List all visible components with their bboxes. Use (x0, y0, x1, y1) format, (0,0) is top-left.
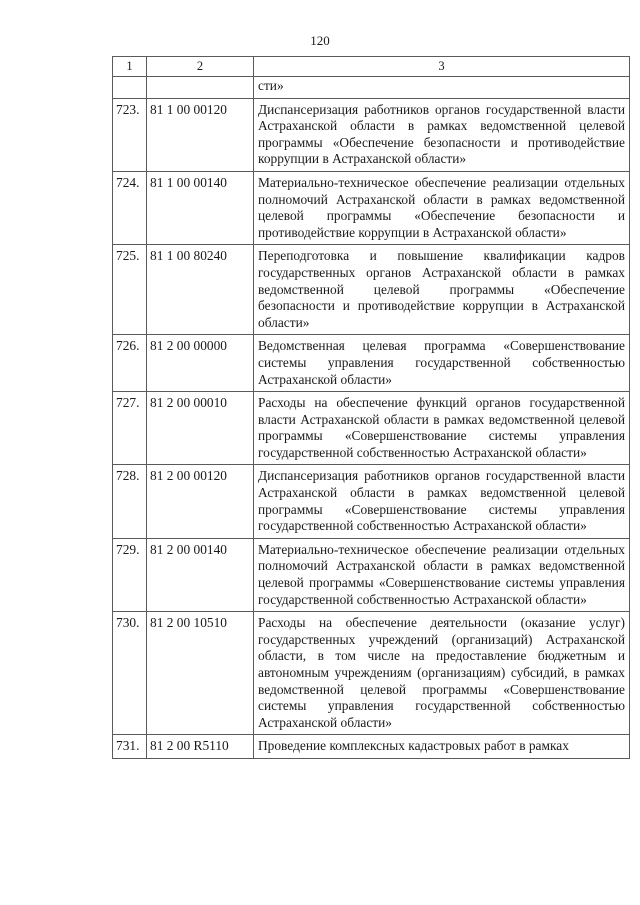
table-row (113, 465, 630, 538)
row-code: 81 1 00 00120 (147, 98, 254, 171)
row-description: Проведение комплексных кадастровых работ в рамках (254, 735, 630, 759)
table-row (113, 171, 630, 244)
continuation-row (113, 77, 630, 99)
row-code: 81 2 00 R5110 (147, 735, 254, 759)
row-description: Материально-техническое обеспечение реализации отдельных полномочий Астраханской области в рамках ведомственной целевой программы «Обеспечение безопасности и противодействие коррупции в Астраханской области» (254, 171, 630, 244)
table-row (113, 98, 630, 171)
row-description: Расходы на обеспечение деятельности (оказание услуг) государственных учреждений (организаций) Астраханской области, в том числе на предоставление бюджетным и автономным учреждениям (организациям) субсидий, в рамках ведомственной целевой программы «Совершенствование системы управления государственной собственностью Астраханской области» (254, 612, 630, 735)
table-row (113, 392, 630, 465)
row-number: 728. (113, 465, 147, 538)
row-number: 723. (113, 98, 147, 171)
table-row (113, 612, 630, 735)
page-number: 120 (310, 33, 330, 48)
row-number: 730. (113, 612, 147, 735)
row-description: Материально-техническое обеспечение реализации отдельных полномочий Астраханской области в рамках ведомственной целевой программы «Совершенствование системы управления государственной собственностью Астраханской области» (254, 538, 630, 611)
column-header-2: 2 (147, 57, 254, 77)
empty-cell (113, 77, 147, 99)
row-number: 731. (113, 735, 147, 759)
row-description: Диспансеризация работников органов государственной власти Астраханской области в рамках ведомственной целевой программы «Совершенствование системы управления государственной собственностью Астраханской области» (254, 465, 630, 538)
row-description: Расходы на обеспечение функций органов государственной власти Астраханской области в рамках ведомственной целевой программы «Совершенствование системы управления государственной собственностью Астраханской области» (254, 392, 630, 465)
row-number: 727. (113, 392, 147, 465)
budget-classification-table (112, 56, 630, 759)
row-number: 724. (113, 171, 147, 244)
table-header-row (113, 57, 630, 77)
column-header-3: 3 (254, 57, 630, 77)
row-number: 729. (113, 538, 147, 611)
empty-cell (147, 77, 254, 99)
table-row (113, 245, 630, 335)
table-row (113, 538, 630, 611)
row-code: 81 2 00 00010 (147, 392, 254, 465)
row-description: Переподготовка и повышение квалификации кадров государственных органов Астраханской области в рамках ведомственной целевой программы «Обеспечение безопасности и противодействие коррупции в Астраханской области» (254, 245, 630, 335)
table-row (113, 335, 630, 392)
row-number: 725. (113, 245, 147, 335)
row-code: 81 2 00 00120 (147, 465, 254, 538)
column-header-1: 1 (113, 57, 147, 77)
row-code: 81 1 00 80240 (147, 245, 254, 335)
row-code: 81 2 00 10510 (147, 612, 254, 735)
row-code: 81 2 00 00140 (147, 538, 254, 611)
row-code: 81 2 00 00000 (147, 335, 254, 392)
row-description: Диспансеризация работников органов государственной власти Астраханской области в рамках ведомственной целевой программы «Обеспечение безопасности и противодействие коррупции в Астраханской области» (254, 98, 630, 171)
row-number: 726. (113, 335, 147, 392)
table-row (113, 735, 630, 759)
row-code: 81 1 00 00140 (147, 171, 254, 244)
continuation-text: сти» (254, 77, 630, 99)
row-description: Ведомственная целевая программа «Совершенствование системы управления государственной собственностью Астраханской области» (254, 335, 630, 392)
